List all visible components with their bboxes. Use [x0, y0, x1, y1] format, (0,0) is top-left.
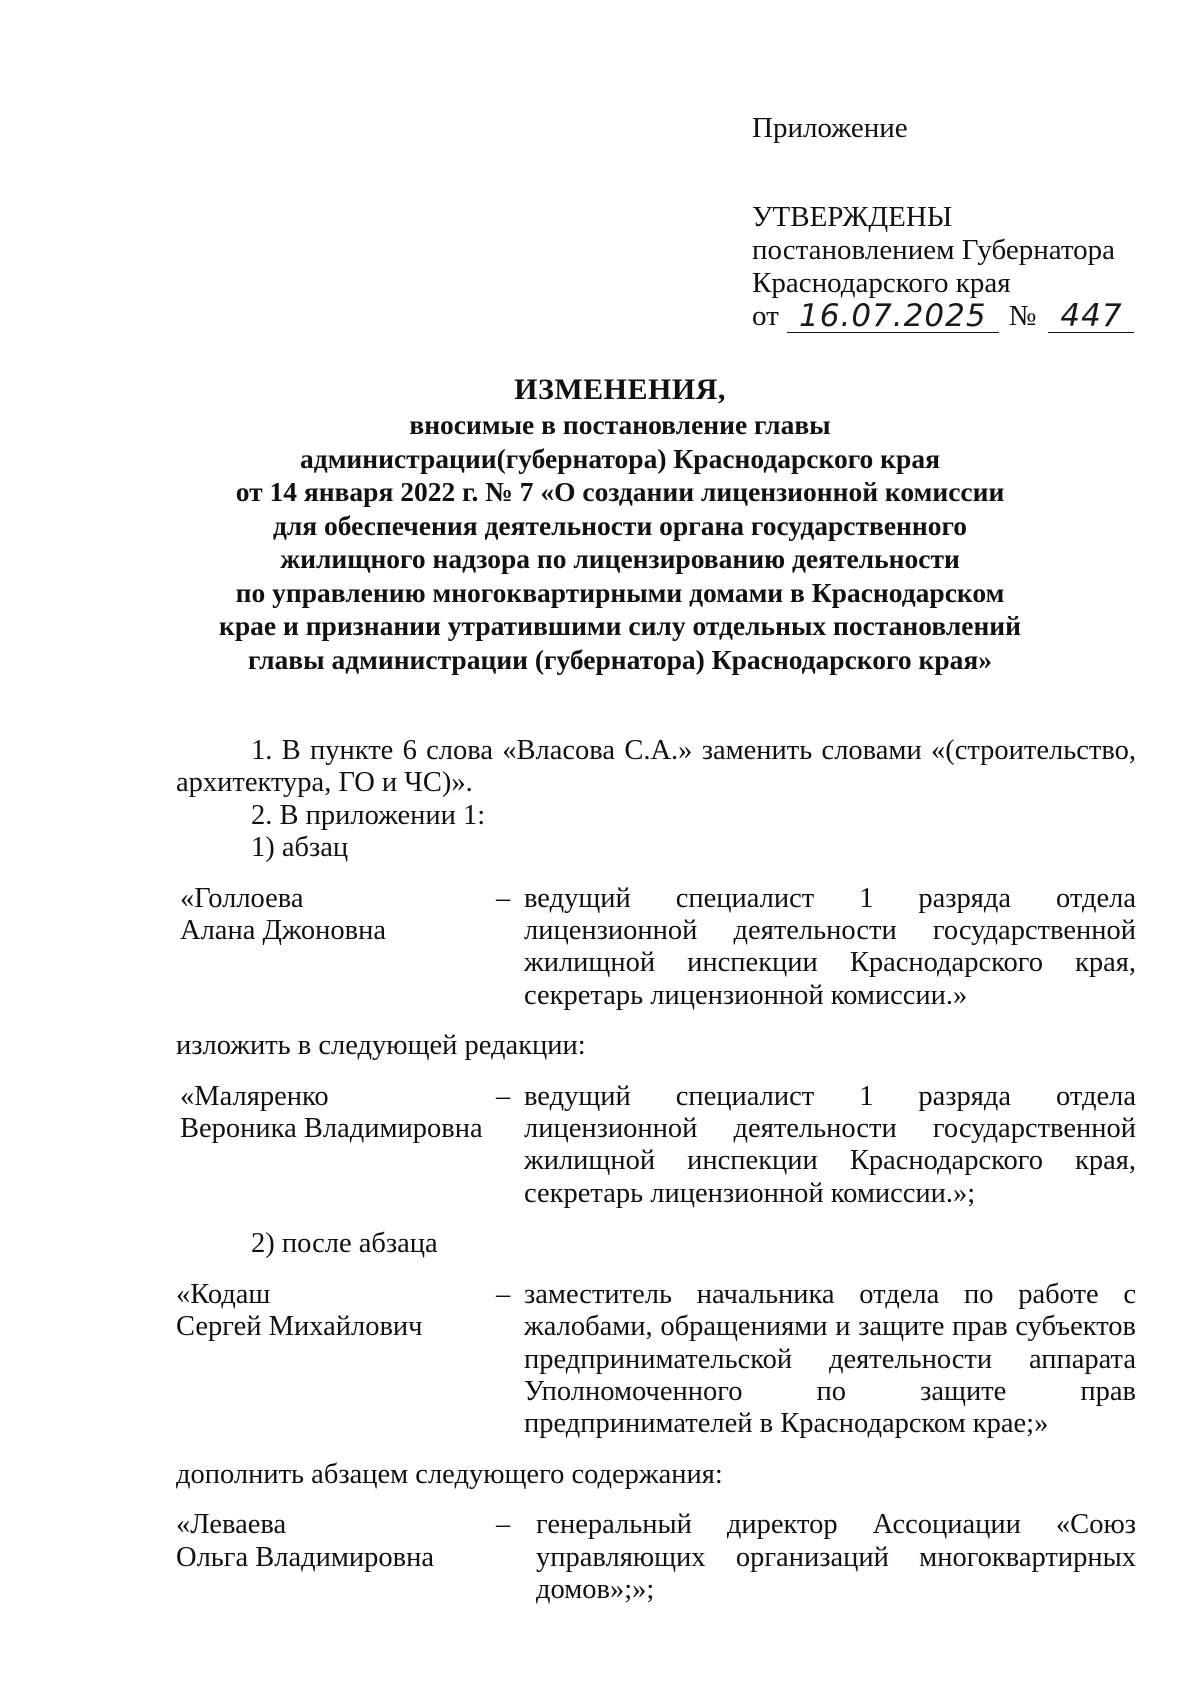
- title-line: главы администрации (губернатора) Краснодарского края»: [247, 643, 992, 675]
- member-role: ведущий специалист 1 разряда отдела лицензионной деятельности государственной жилищной инспекции Краснодарского края, секретарь лицензионной комиссии.»: [524, 882, 1136, 1011]
- approved-heading: УТВЕРЖДЕНЫ: [752, 201, 953, 233]
- member-role: генеральный директор Ассоциации «Союз управляющих организаций многоквартирных домов»;»;: [536, 1509, 1136, 1605]
- item-1-text: 1. В пункте 6 слова «Власова С.А.» заменить словами «(строительство, архитектура, ГО и ЧС)».: [176, 735, 1136, 799]
- title-line: по управлению многоквартирными домами в Краснодарском: [235, 576, 1005, 608]
- title-line: администрации(губернатора) Краснодарского края: [300, 442, 940, 474]
- item-2-text: 2. В приложении 1:: [251, 799, 486, 831]
- subitem-1-text: 1) абзац: [251, 832, 349, 864]
- number-sign: №: [1008, 300, 1037, 332]
- member-entry-kodash: [176, 1279, 1136, 1441]
- member-given-names: Вероника Владимировна: [180, 1113, 483, 1145]
- title-line: вносимые в постановление главы: [409, 409, 831, 440]
- document-body: [176, 735, 1136, 1624]
- member-given-names: Алана Джоновна: [180, 915, 387, 947]
- approval-block: [752, 112, 1134, 333]
- member-given-names: Сергей Михайлович: [176, 1311, 423, 1343]
- member-surname: «Леваева: [176, 1509, 287, 1541]
- member-name: [176, 1081, 496, 1211]
- handwritten-number: 447: [1048, 300, 1134, 333]
- approved-by-line-1: постановлением Губернатора: [752, 234, 1116, 266]
- date-prefix: от: [752, 300, 779, 332]
- member-name: [176, 883, 496, 1013]
- approved-by-line-2: Краснодарского края: [752, 267, 1011, 299]
- member-entry-levaeva: [176, 1509, 1136, 1606]
- spacer: [752, 145, 1134, 201]
- member-role: ведущий специалист 1 разряда отдела лицензионной деятельности государственной жилищной инспекции Краснодарского края, секретарь лицензионной комиссии.»;: [524, 1080, 1136, 1209]
- member-surname: «Кодаш: [176, 1278, 271, 1310]
- subitem-2-text: 2) после абзаца: [251, 1228, 438, 1260]
- member-entry-malyarenko: [176, 1081, 1136, 1211]
- dash: –: [496, 1278, 511, 1310]
- document-title: [170, 372, 1070, 676]
- replace-instruction: изложить в следующей редакции:: [176, 1030, 586, 1062]
- handwritten-date: 16.07.2025: [787, 300, 999, 333]
- title-line: крае и признании утратившими силу отдельных постановлений: [219, 610, 1021, 641]
- title-main: ИЗМЕНЕНИЯ,: [514, 373, 726, 406]
- dash: –: [496, 1080, 511, 1112]
- member-name: [176, 1279, 496, 1441]
- member-role: заместитель начальника отдела по работе с жалобами, обращениями и защите прав субъектов предпринимательской деятельности аппарата Уполномоченного по защите прав предпринимателей в Краснодарском крае;»: [524, 1278, 1136, 1440]
- appendix-label: Приложение: [752, 112, 908, 144]
- add-instruction: дополнить абзацем следующего содержания:: [176, 1458, 723, 1490]
- member-name: [176, 1509, 496, 1606]
- dash: –: [496, 882, 511, 914]
- dash: –: [496, 1509, 511, 1541]
- title-line: для обеспечения деятельности органа государственного: [272, 509, 968, 541]
- member-surname: «Маляренко: [180, 1080, 329, 1112]
- member-surname: «Голлоева: [180, 882, 304, 914]
- member-entry-golloeva: [176, 883, 1136, 1013]
- title-line: жилищного надзора по лицензированию деятельности: [280, 543, 960, 574]
- title-line: от 14 января 2022 г. № 7 «О создании лицензионной комиссии: [235, 476, 1005, 507]
- member-given-names: Ольга Владимировна: [176, 1541, 435, 1573]
- date-number-line: [752, 300, 1134, 333]
